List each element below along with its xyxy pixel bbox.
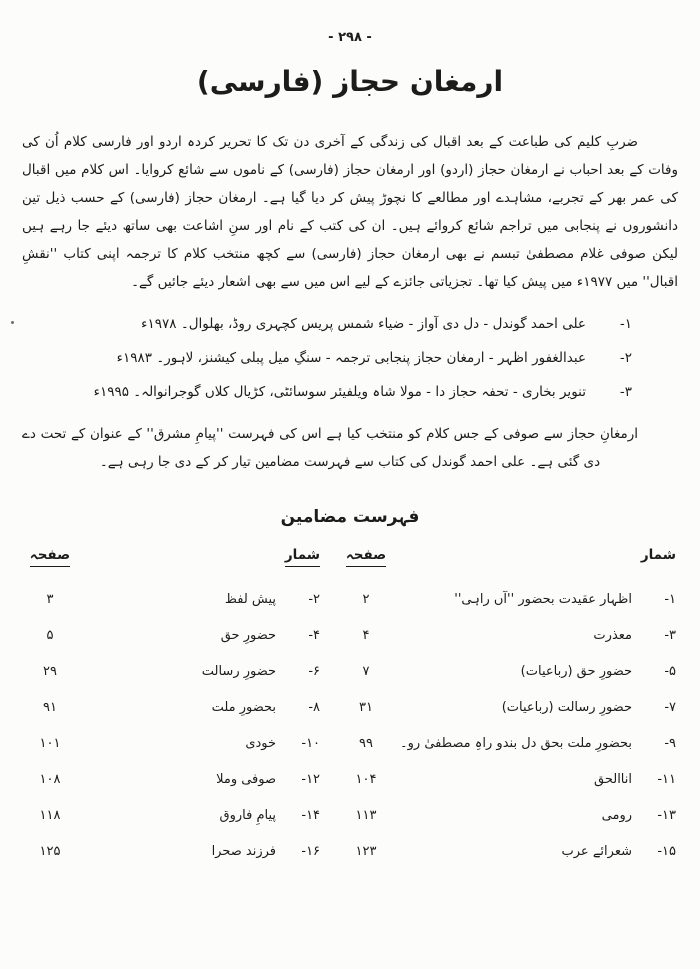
references-list — [22, 312, 632, 404]
toc-serial: ۴- — [308, 627, 321, 643]
toc-entry-page: ۲۹ — [43, 663, 57, 679]
toc-entry-title: اظہار عقیدت بحضور ''آں راہی'' — [454, 591, 632, 607]
toc-entry-page: ۱۲۵ — [39, 843, 61, 859]
toc-serial: ۷- — [664, 699, 676, 715]
toc-entry-page: ۹۹ — [359, 735, 374, 751]
page-number: - ۲۹۸ - — [328, 30, 372, 45]
toc-entry-title: معذرت — [593, 627, 632, 643]
toc-row — [338, 761, 678, 797]
toc-entry-title: حضورِ رسالت — [201, 663, 277, 679]
toc-serial: ۱۶- — [301, 843, 321, 859]
toc-serial: ۱۳- — [657, 807, 676, 823]
toc-serial: ۹- — [664, 735, 676, 751]
toc-serial: ۱۰- — [301, 735, 321, 751]
toc-entry-page: ۱۲۳ — [355, 843, 377, 859]
paragraph-toc-intro: ارمغانِ حجاز سے صوفی کے جس کلام کو منتخب کیا ہے اس کی فہرست ''پیامِ مشرق'' کے عنوان کے تحت دے دی گئی ہے۔ علی احمد گوندل کی کتاب سے فہرست مضامین تیار کر کے دی جا رہی ہے۔ — [22, 426, 638, 470]
toc-serial: ۸- — [308, 699, 321, 715]
toc-entry-page: ۱۰۴ — [355, 771, 377, 787]
toc-serial: ۵- — [664, 663, 676, 679]
toc-serial: ۱۵- — [657, 843, 676, 859]
toc-row — [338, 689, 678, 725]
toc-entry-page: ۳ — [46, 591, 54, 607]
toc-entry-title: رومی — [601, 807, 632, 823]
toc-left-block — [22, 547, 322, 869]
toc-row — [22, 833, 322, 869]
toc-row — [22, 797, 322, 833]
reference-text: علی احمد گوندل - دل دی آواز - ضیاء شمس پریس کچہری روڈ، بھلوال۔ ۱۹۷۸ء — [141, 316, 586, 332]
toc-row — [22, 689, 322, 725]
toc-row — [338, 653, 678, 689]
toc-header-serial: شمار — [276, 547, 322, 567]
reference-item — [22, 380, 632, 404]
toc-header-serial: شمار — [640, 547, 676, 563]
toc-row — [338, 833, 678, 869]
toc-row — [338, 617, 678, 653]
paragraph-intro: ضربِ کلیم کی طباعت کے بعد اقبال کی زندگی کے آخری دن تک کا تحریر کردہ اردو اور فارسی کلام اُن کی وفات کے بعد احباب نے ارمغان حجاز (اردو) اور ارمغان حجاز (فارسی) کے ناموں سے شائع کروایا۔ اس کلام میں اقبال کی عمر بھر کے تجربے، مشاہدے اور مطالعے کا نچوڑ پیش کر دیا گیا ہے۔ ارمغان حجاز (فارسی) کے حسب ذیل تین دانشوروں نے پنجابی میں تراجم شائع کروائے ہیں۔ ان کی کتب کے نام اور سنِ اشاعت بھی ساتھ دیئے جا رہے ہیں لیکن صوفی غلام مصطفیٰ تبسم نے بھی ارمغان حجاز (فارسی) سے کچھ منتخب کلام کا ترجمہ اپنی کتاب ''نقشِ اقبال'' میں ۱۹۷۷ء میں پیش کیا تھا۔ تجزیاتی جائزے کے لیے اس میں سے بھی اشعار دیئے جائیں گے۔ — [22, 134, 678, 290]
reference-number: ۲- — [619, 350, 632, 366]
toc-entry-page: ۷ — [362, 663, 370, 679]
reference-text: تنویر بخاری - تحفہ حجاز دا - مولا شاہ ویلفیئر سوسائٹی، کڑیال کلاں گوجرانوالہ۔ ۱۹۹۵ء — [93, 384, 586, 400]
toc-entry-page: ۱۱۳ — [355, 807, 377, 823]
toc-entry-page: ۵ — [46, 627, 54, 643]
toc-row — [22, 617, 322, 653]
toc-entry-title: خودی — [245, 735, 277, 751]
toc-right-block — [338, 547, 678, 869]
toc-left-header-row — [22, 547, 322, 581]
toc-entry-title: پیش لفظ — [224, 591, 277, 607]
page-title: ارمغان حجاز (فارسی) — [196, 65, 504, 98]
toc-serial: ۱۱- — [657, 771, 676, 787]
toc-serial: ۱۲- — [301, 771, 321, 787]
toc-serial: ۲- — [308, 591, 321, 607]
reference-text: عبدالغفور اظہر - ارمغان حجاز پنجابی ترجمہ - سنگِ میل پبلی کیشنز، لاہور۔ ۱۹۸۳ء — [116, 350, 586, 366]
toc-entry-title: شعرائے عرب — [561, 843, 632, 859]
reference-number: ۱- — [619, 316, 632, 332]
toc-row — [22, 653, 322, 689]
toc-entry-page: ۱۰۱ — [39, 735, 61, 751]
reference-number: ۳- — [619, 384, 632, 400]
toc-entry-title: پیامِ فاروق — [219, 807, 277, 823]
page-content — [0, 128, 700, 869]
toc-table — [22, 547, 678, 869]
toc-right-header-row — [338, 547, 678, 581]
toc-entry-page: ۹۱ — [43, 699, 57, 715]
toc-header-page: صفحہ — [22, 547, 78, 567]
toc-row — [22, 761, 322, 797]
toc-entry-page: ۱۱۸ — [39, 807, 61, 823]
toc-entry-page: ۱۰۸ — [39, 771, 61, 787]
toc-row — [22, 725, 322, 761]
toc-entry-title: بحضورِ ملت بحق دل بندو راہِ مصطفیٰ رو۔ — [400, 735, 632, 751]
toc-entry-page: ۳۱ — [359, 699, 374, 715]
toc-entry-title: صوفی وملا — [216, 771, 277, 787]
toc-entry-title: حضورِ رسالت (رباعیات) — [501, 699, 632, 715]
toc-serial: ۳- — [664, 627, 676, 643]
toc-entry-title: فرزند صحرا — [211, 843, 277, 859]
toc-entry-page: ۴ — [362, 627, 370, 643]
toc-header-page: صفحہ — [338, 547, 394, 567]
toc-serial: ۱۴- — [301, 807, 321, 823]
toc-entry-page: ۲ — [362, 591, 370, 607]
toc-entry-title: اناالحق — [594, 771, 632, 787]
toc-row — [338, 725, 678, 761]
reference-item — [22, 312, 632, 336]
toc-entry-title: حضورِ حق (رباعیات) — [520, 663, 632, 679]
toc-row — [338, 581, 678, 617]
toc-row — [338, 797, 678, 833]
toc-entry-title: بحضورِ ملت — [211, 699, 277, 715]
toc-serial: ۶- — [308, 663, 321, 679]
toc-heading: فہرست مضامین — [280, 507, 420, 527]
toc-row — [22, 581, 322, 617]
scan-speck-artifact — [11, 321, 14, 324]
toc-entry-title: حضورِ حق — [220, 627, 277, 643]
reference-item — [22, 346, 632, 370]
toc-serial: ۱- — [664, 591, 676, 607]
